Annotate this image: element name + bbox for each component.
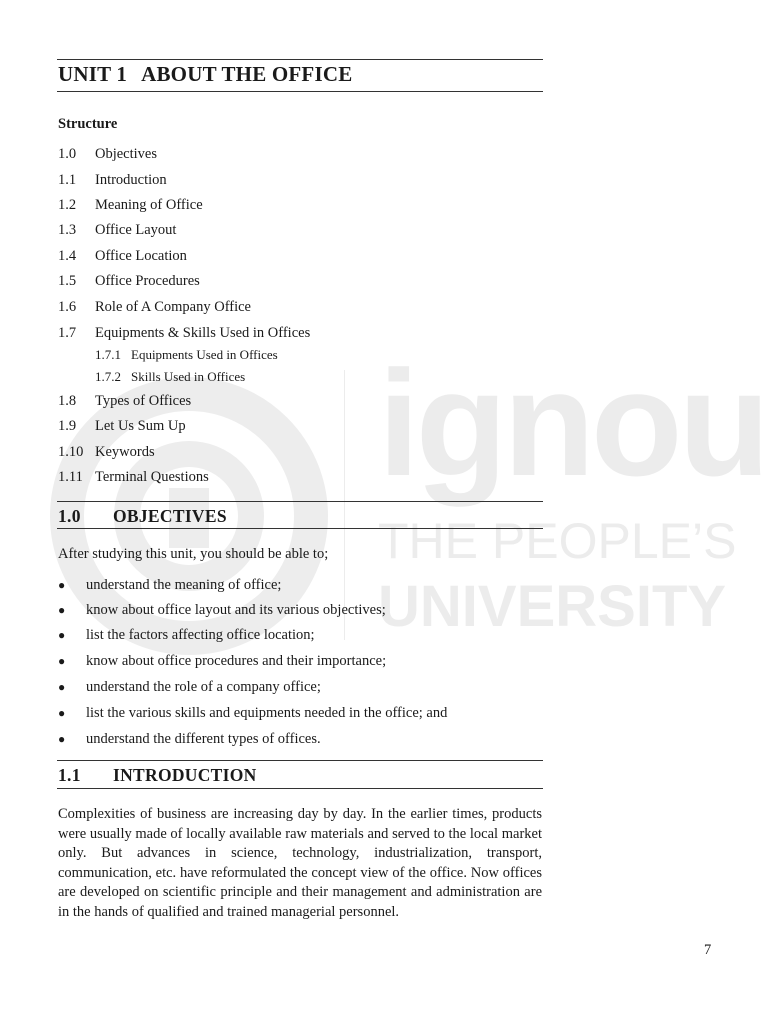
toc-item — [58, 146, 157, 163]
list-item: ● list the factors affecting office location; — [58, 627, 315, 643]
toc-label: Let Us Sum Up — [95, 418, 186, 434]
toc-item — [58, 248, 187, 265]
top-rule — [57, 59, 543, 60]
toc-subitem — [95, 347, 278, 363]
list-item: ● understand the meaning of office; — [58, 577, 282, 593]
toc-label: Objectives — [95, 146, 158, 162]
bullet-icon: ● — [58, 603, 66, 617]
objectives-intro: After studying this unit, you should be able to; — [58, 546, 329, 562]
toc-subitem — [95, 369, 245, 385]
introduction-paragraph: Complexities of business are increasing day by day. In the earlier times, products were usually made of locally available raw materials and served to the local market only. But advances in science, technology, industrialization, transport, communication, etc. have reformulated the concept view of the office. Now offices are developed on scientific principle and their management and administration are in the hands of qualified and trained managerial personnel. — [58, 806, 542, 920]
toc-item — [58, 325, 310, 342]
toc-label: Office Layout — [95, 222, 177, 238]
toc-item — [58, 172, 167, 189]
introduction-top-rule — [57, 760, 543, 761]
watermark-the-peoples: THE PEOPLE’S — [378, 513, 737, 569]
toc-label: Equipments & Skills Used in Offices — [95, 325, 311, 341]
toc-number: 1.1 — [58, 172, 77, 188]
toc-label: Office Procedures — [95, 273, 200, 289]
list-item: ● understand the different types of offices. — [58, 731, 321, 747]
introduction-bottom-rule — [57, 788, 543, 789]
toc-label: Role of A Company Office — [95, 299, 251, 315]
toc-number: 1.7.2 — [95, 369, 121, 384]
toc-number: 1.4 — [58, 248, 77, 264]
toc-label: Keywords — [95, 444, 155, 460]
bullet-icon: ● — [58, 654, 66, 668]
toc-number: 1.0 — [58, 146, 77, 162]
list-item: ● know about office procedures and their importance; — [58, 653, 387, 669]
toc-label: Types of Offices — [95, 393, 192, 409]
watermark-ignou: ignou — [378, 339, 767, 507]
structure-heading: Structure — [58, 116, 118, 132]
toc-item — [58, 222, 176, 239]
toc-item — [58, 469, 209, 486]
toc-number: 1.6 — [58, 299, 77, 315]
introduction-heading: 1.1 INTRODUCTION — [58, 765, 257, 785]
bullet-icon: ● — [58, 732, 66, 746]
bullet-icon: ● — [58, 680, 66, 694]
toc-number: 1.5 — [58, 273, 77, 289]
bullet-icon: ● — [58, 706, 66, 720]
bullet-icon: ● — [58, 578, 66, 592]
toc-item — [58, 197, 203, 214]
list-item: ● list the various skills and equipments needed in the office; and — [58, 705, 448, 721]
objectives-top-rule — [57, 501, 543, 502]
toc-label: Skills Used in Offices — [131, 369, 246, 384]
toc-label: Meaning of Office — [95, 197, 203, 213]
toc-label: Terminal Questions — [95, 469, 209, 485]
unit-title-rule — [57, 91, 543, 92]
toc-label: Office Location — [95, 248, 187, 264]
bullet-icon: ● — [58, 628, 66, 642]
toc-item — [58, 418, 186, 435]
toc-number: 1.3 — [58, 222, 77, 238]
toc-number: 1.9 — [58, 418, 77, 434]
list-item: ● understand the role of a company office; — [58, 679, 321, 695]
objectives-heading: 1.0 OBJECTIVES — [58, 506, 227, 526]
toc-item — [58, 444, 155, 461]
toc-label: Equipments Used in Offices — [131, 347, 278, 362]
watermark-university: UNIVERSITY — [378, 574, 727, 639]
toc-number: 1.7.1 — [95, 347, 121, 362]
unit-title-text: ABOUT THE OFFICE — [141, 62, 353, 86]
toc-item — [58, 393, 191, 410]
objectives-bottom-rule — [57, 528, 543, 529]
toc-number: 1.11 — [58, 469, 83, 485]
list-item: ● know about office layout and its various objectives; — [58, 602, 386, 618]
unit-title — [58, 62, 352, 87]
toc-number: 1.8 — [58, 393, 77, 409]
toc-label: Introduction — [95, 172, 167, 188]
toc-item — [58, 273, 200, 290]
toc-number: 1.7 — [58, 325, 77, 341]
toc-item — [58, 299, 251, 316]
unit-number: UNIT 1 — [58, 62, 128, 86]
page-number: 7 — [704, 942, 712, 958]
toc-number: 1.2 — [58, 197, 77, 213]
toc-number: 1.10 — [58, 444, 84, 460]
